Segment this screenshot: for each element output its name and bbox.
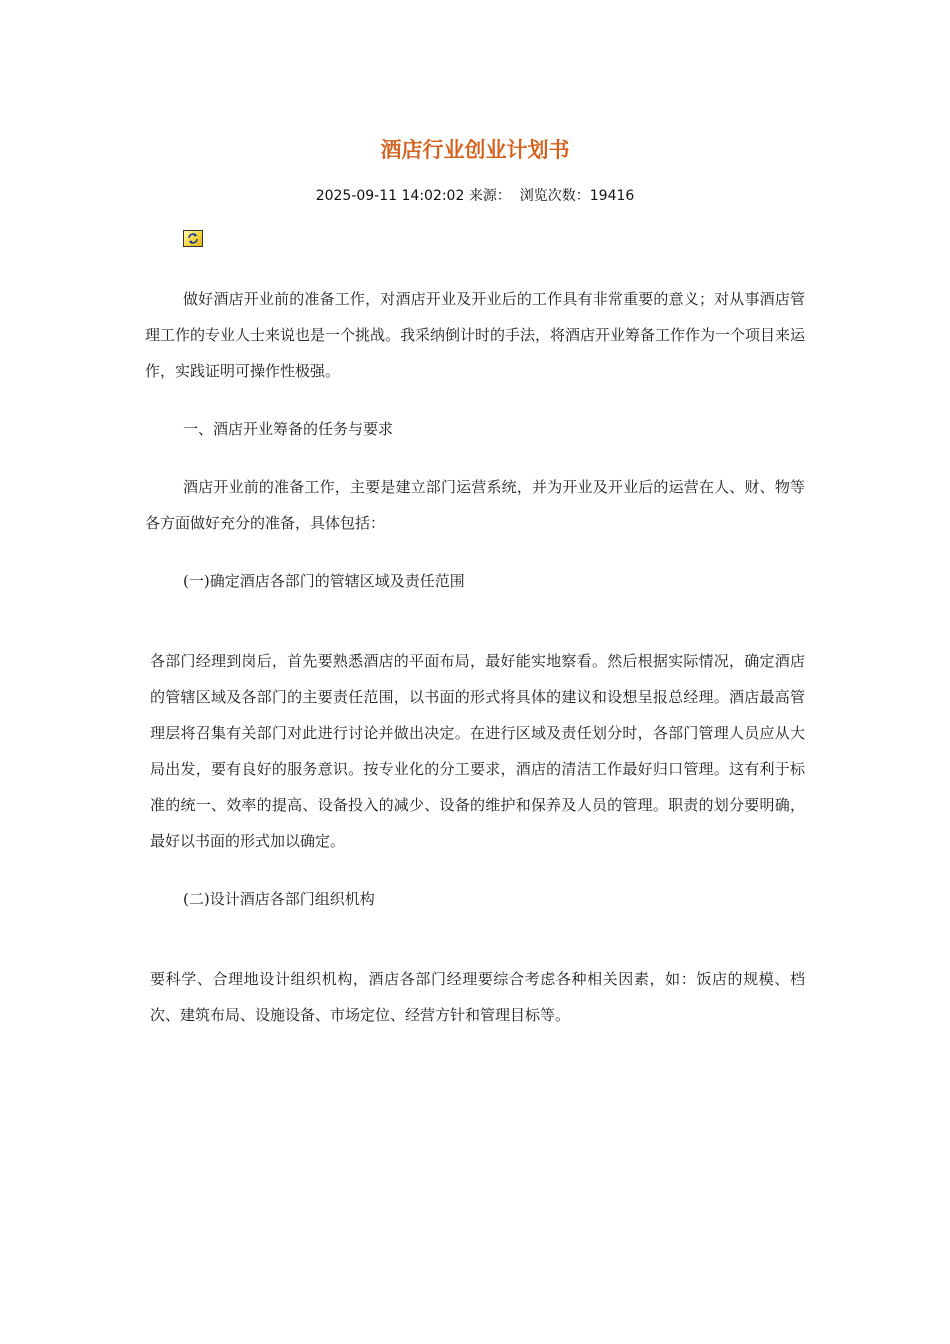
article-meta <box>0 186 950 206</box>
subsection-heading-2: (二)设计酒店各部门组织机构 <box>183 890 375 908</box>
views-count: 19416 <box>589 188 635 204</box>
refresh-icon[interactable] <box>183 230 203 247</box>
source-label: 来源： <box>468 188 511 204</box>
paragraph-organization: 要科学、合理地设计组织机构，酒店各部门经理要综合考虑各种相关因素，如：饭店的规模、档次、建筑布局、设施设备、市场定位、经营方针和管理目标等。 <box>150 970 805 1024</box>
paragraph-tasks: 酒店开业前的准备工作，主要是建立部门运营系统，并为开业及开业后的运营在人、财、物等各方面做好充分的准备，具体包括： <box>145 478 805 532</box>
views-label: 浏览次数： <box>519 188 590 204</box>
subsection-heading-1: (一)确定酒店各部门的管辖区域及责任范围 <box>183 572 465 590</box>
paragraph-intro: 做好酒店开业前的准备工作，对酒店开业及开业后的工作具有非常重要的意义；对从事酒店管理工作的专业人士来说也是一个挑战。我采纳倒计时的手法，将酒店开业筹备工作作为一个项目来运作，实践证明可操作性极强。 <box>145 290 806 380</box>
publish-datetime: 2025-09-11 14:02:02 <box>315 188 465 204</box>
article-body <box>145 281 805 1033</box>
paragraph-areas: 各部门经理到岗后，首先要熟悉酒店的平面布局，最好能实地察看。然后根据实际情况，确定酒店的管辖区域及各部门的主要责任范围，以书面的形式将具体的建议和设想呈报总经理。酒店最高管理层将召集有关部门对此进行讨论并做出决定。在进行区域及责任划分时，各部门管理人员应从大局出发，要有良好的服务意识。按专业化的分工要求，酒店的清洁工作最好归口管理。这有利于标准的统一、效率的提高、设备投入的减少、设备的维护和保养及人员的管理。职责的划分要明确，最好以书面的形式加以确定。 <box>150 652 805 850</box>
article-title: 酒店行业创业计划书 <box>380 138 570 162</box>
section-heading-1: 一、酒店开业筹备的任务与要求 <box>183 420 394 438</box>
